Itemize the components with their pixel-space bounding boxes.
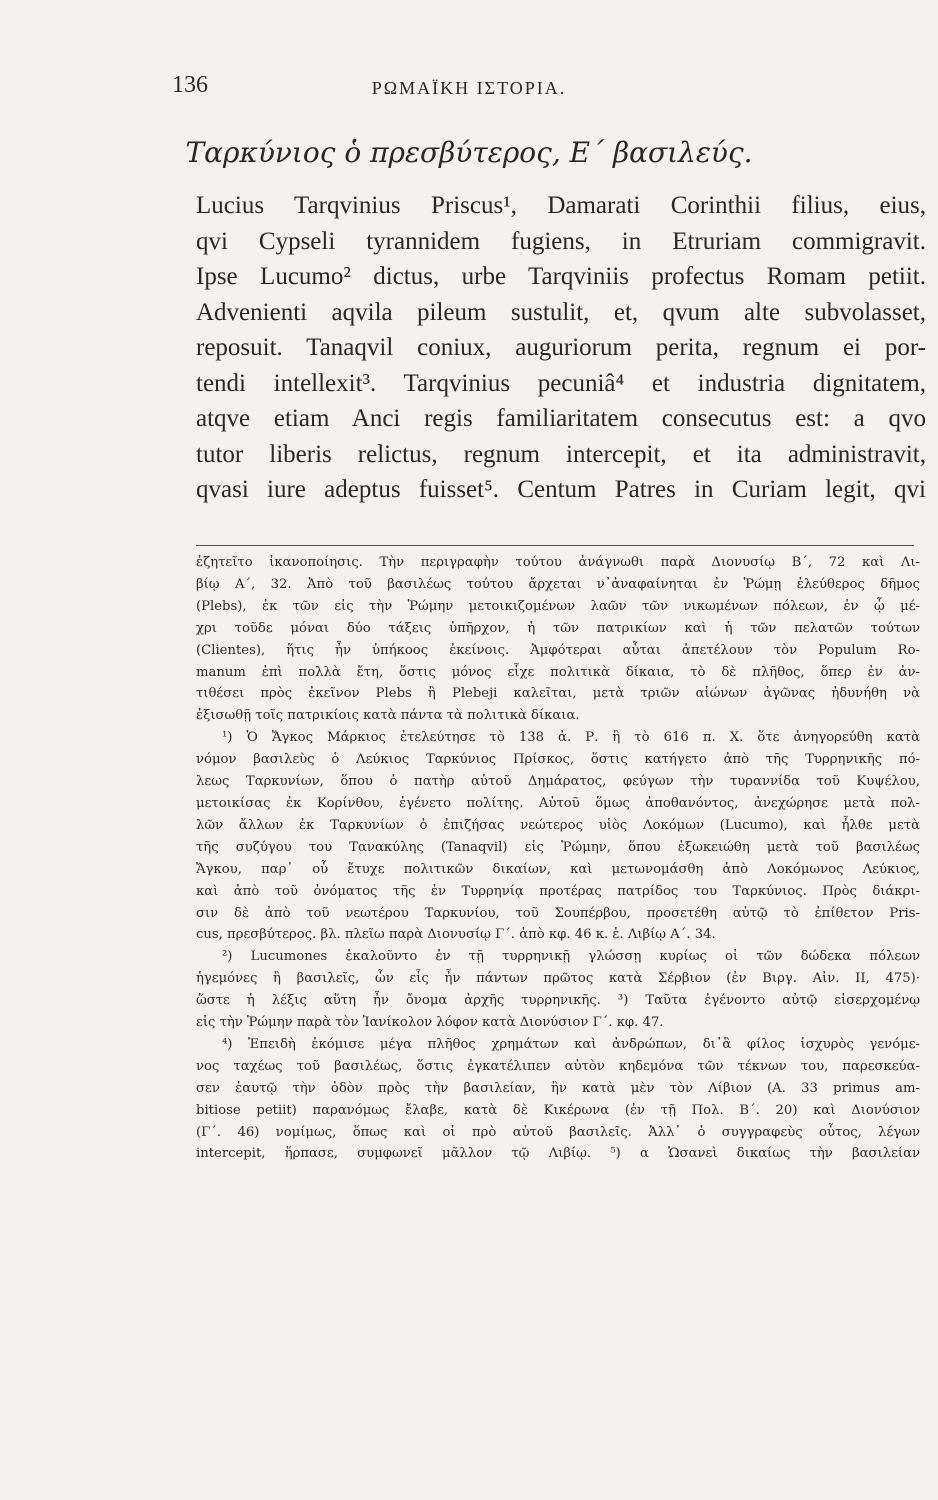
footnote-line: cus, πρεσβύτερος. βλ. πλεῖω παρὰ Διονυσίῳ Γ΄. ἀπὸ κφ. 46 κ. ἑ. Λιβίῳ Α΄. 34. (196, 927, 716, 943)
footnote-line: ¹) Ὁ Ἄγκος Μάρκιος ἐτελεύτησε τὸ 138 ἀ. Ρ. ἢ τὸ 616 π. Χ. ὅτε ἀνηγορεύθη κατὰ (222, 730, 920, 746)
main-text-line: tutor liberis relictus, regnum intercepit, et ita administravit, (196, 440, 926, 468)
footnote-line: λεως Ταρκυνίων, ὅπου ὁ πατὴρ αὐτοῦ Δημάρατος, φεύγων τὴν τυραννίδα τοῦ Κυψέλου, (196, 774, 920, 790)
footnote-line: intercepit, ἥρπασε, συμφωνεῖ μᾶλλον τῷ Λιβίῳ. ⁵) α Ὡσανεὶ δικαίως τὴν βασιλείαν (196, 1146, 920, 1162)
footnote-line: ²) Lucumones ἐκαλοῦντο ἐν τῇ τυρρηνικῇ γλώσσῃ κυρίως οἱ τῶν δώδεκα πόλεων (222, 949, 920, 965)
footnote-line: λῶν ἄλλων ἐκ Ταρκυνίων ὁ ἐπιζήσας νεώτερος υἱὸς Λοκόμων (Lucumo), καὶ ἦλθε μετὰ (196, 817, 920, 833)
footnote-line: μετοικίσας ἐκ Κορίνθου, ἐγένετο πολίτης. Αὐτοῦ ὅμως ἀποθανόντος, ἀνεχώρησε μετὰ πολ- (196, 795, 920, 811)
footnote-line: χρι τοῦδε μόναι δύο τάξεις ὑπῆρχον, ἡ τῶν πατρικίων καὶ ἡ τῶν πελατῶν τούτων (196, 620, 920, 636)
footnote-line: (Clientes), ἥτις ἦν ὑπήκοος ἐκείνοις. Ἀμφότεραι αὗται ἀπετέλουν τὸν Populum Ro- (196, 642, 920, 658)
footnote-divider (196, 545, 914, 546)
running-title: ΡΩΜΑΪΚΗ ΙΣΤΟΡΙΑ. (371, 78, 567, 98)
footnote-line: (Γ΄. 46) νομίμως, ὅπως καὶ οἱ πρὸ αὐτοῦ βασιλεῖς. Ἀλλ᾽ ὁ συγγραφεὺς οὗτος, λέγων (196, 1124, 920, 1140)
footnote-line: καὶ ἀπὸ τοῦ ὀνόματος τῆς ἐν Τυρρηνίᾳ προτέρας πατρίδος του Ταρκύνιος. Πρὸς διάκρι- (196, 883, 920, 899)
footnote-line: βίῳ Α΄, 32. Ἀπὸ τοῦ βασιλέως τούτου ἄρχεται ν᾽ἀναφαίνηται ἐν Ῥώμῃ ἐλεύθερος δῆμος (196, 576, 920, 592)
footnote-line: νος ταχέως τοῦ βασιλέως, ὅστις ἐγκατέλιπεν αὐτὸν κηδεμόνα τῶν τέκνων του, παρεσκεύα- (196, 1058, 920, 1074)
chapter-title: Ταρκύνιος ὁ πρεσβύτερος, Ε΄ βασιλεύς. (185, 136, 753, 169)
main-text-line: qvi Cypseli tyrannidem fugiens, in Etruriam commigravit. (196, 227, 926, 255)
footnote-line: σεν ἑαυτῷ τὴν ὁδὸν πρὸς τὴν βασιλείαν, ἣν κατὰ μὲν τὸν Λίβιον (Α. 33 primus am- (196, 1080, 920, 1096)
footnote-line: ἐξισωθῇ τοῖς πατρικίοις κατὰ πάντα τὰ πολιτικὰ δίκαια. (196, 708, 580, 724)
running-head (0, 72, 938, 112)
main-text-line: qvasi iure adeptus fuisset⁵. Centum Patres in Curiam legit, qvi (196, 476, 926, 503)
main-text-line: Lucius Tarqvinius Priscus¹, Damarati Corinthii filius, eius, (196, 192, 926, 219)
footnote-line: νόμον βασιλεὺς ὁ Λεύκιος Ταρκύνιος Πρίσκος, ὅστις κατήγετο ἀπὸ τῆς Τυρρηνικῆς πό- (196, 752, 920, 768)
footnote-line: τῆς συζύγου του Τανακύλης (Tanaqvil) εἰς Ῥώμην, ὅπου ἐξωκειώθη μετὰ τοῦ βασιλέως (196, 839, 920, 855)
main-text-line: Ipse Lucumo² dictus, urbe Tarqviniis profectus Romam petiit. (196, 263, 926, 290)
footnote-line: τιθέσει πρὸς ἐκεῖνον Plebs ἢ Plebeji καλεῖται, μετὰ τριῶν αἰώνων ἀγῶνας ἠδυνήθη νὰ (196, 686, 920, 702)
footnote-line: ἐζητεῖτο ἱκανοποίησις. Τὴν περιγραφὴν τούτου ἀνάγνωθι παρὰ Διονυσίῳ Β΄, 72 καὶ Λι- (196, 555, 920, 570)
footnote-line: ὥστε ἡ λέξις αὕτη ἦν ὄνομα ἀρχῆς τυρρηνικῆς. ³) Ταῦτα ἐγένοντο αὐτῷ εἰσερχομένῳ (196, 993, 920, 1009)
footnote-line: bitiose petiit) παρανόμως ἔλαβε, κατὰ δὲ Κικέρωνα (ἐν τῇ Πολ. Β΄. 20) καὶ Διονύσιον (196, 1102, 920, 1118)
footnote-line: σιν δὲ ἀπὸ τοῦ νεωτέρου Ταρκυνίου, τοῦ Σουπέρβου, προσετέθη αὐτῷ τὸ ἐπίθετον Pris- (196, 905, 920, 921)
footnote-line: manum ἐπὶ πολλὰ ἔτη, ὅστις μόνος εἶχε πολιτικὰ δίκαια, τὸ δὲ πλῆθος, ὅπερ ἐν ἀν- (196, 664, 920, 680)
footnote-line: ἡγεμόνες ἢ βασιλεῖς, ὧν εἷς ἦν πάντων πρῶτος κατὰ Σέρβιον (ἐν Βιργ. Αἰν. II, 475)· (196, 971, 920, 987)
main-text-line: atqve etiam Anci regis familiaritatem consecutus est: a qvo (196, 405, 926, 432)
main-text-line: tendi intellexit³. Tarqvinius pecuniâ⁴ et industria dignitatem, (196, 369, 926, 397)
main-text (196, 188, 926, 508)
main-text-line: Advenienti aqvila pileum sustulit, et, qvum alte subvolasset, (196, 298, 926, 326)
page-number: 136 (172, 72, 208, 98)
main-text-line: reposuit. Tanaqvil coniux, auguriorum perita, regnum ei por- (196, 334, 926, 361)
footnotes (196, 552, 920, 1165)
footnote-line: Ἄγκου, παρ᾽ οὗ ἔτυχε πολιτικῶν δικαίων, καὶ μετωνομάσθη ἀπὸ Λοκόμωνος Λεύκιος, (196, 861, 920, 877)
footnote-line: εἰς τὴν Ῥώμην παρὰ τὸν Ἰανίκολον λόφον κατὰ Διονύσιον Γ΄. κφ. 47. (196, 1015, 664, 1031)
footnote-line: ⁴) Ἐπειδὴ ἐκόμισε μέγα πλῆθος χρημάτων καὶ ἀνδρώπων, δι᾽ἃ φίλος ἰσχυρὸς γενόμε- (222, 1036, 920, 1052)
footnote-line: (Plebs), ἐκ τῶν εἰς τὴν Ῥώμην μετοικιζομένων λαῶν τῶν νικωμένων πόλεων, ἐν ᾧ μέ- (196, 598, 920, 614)
